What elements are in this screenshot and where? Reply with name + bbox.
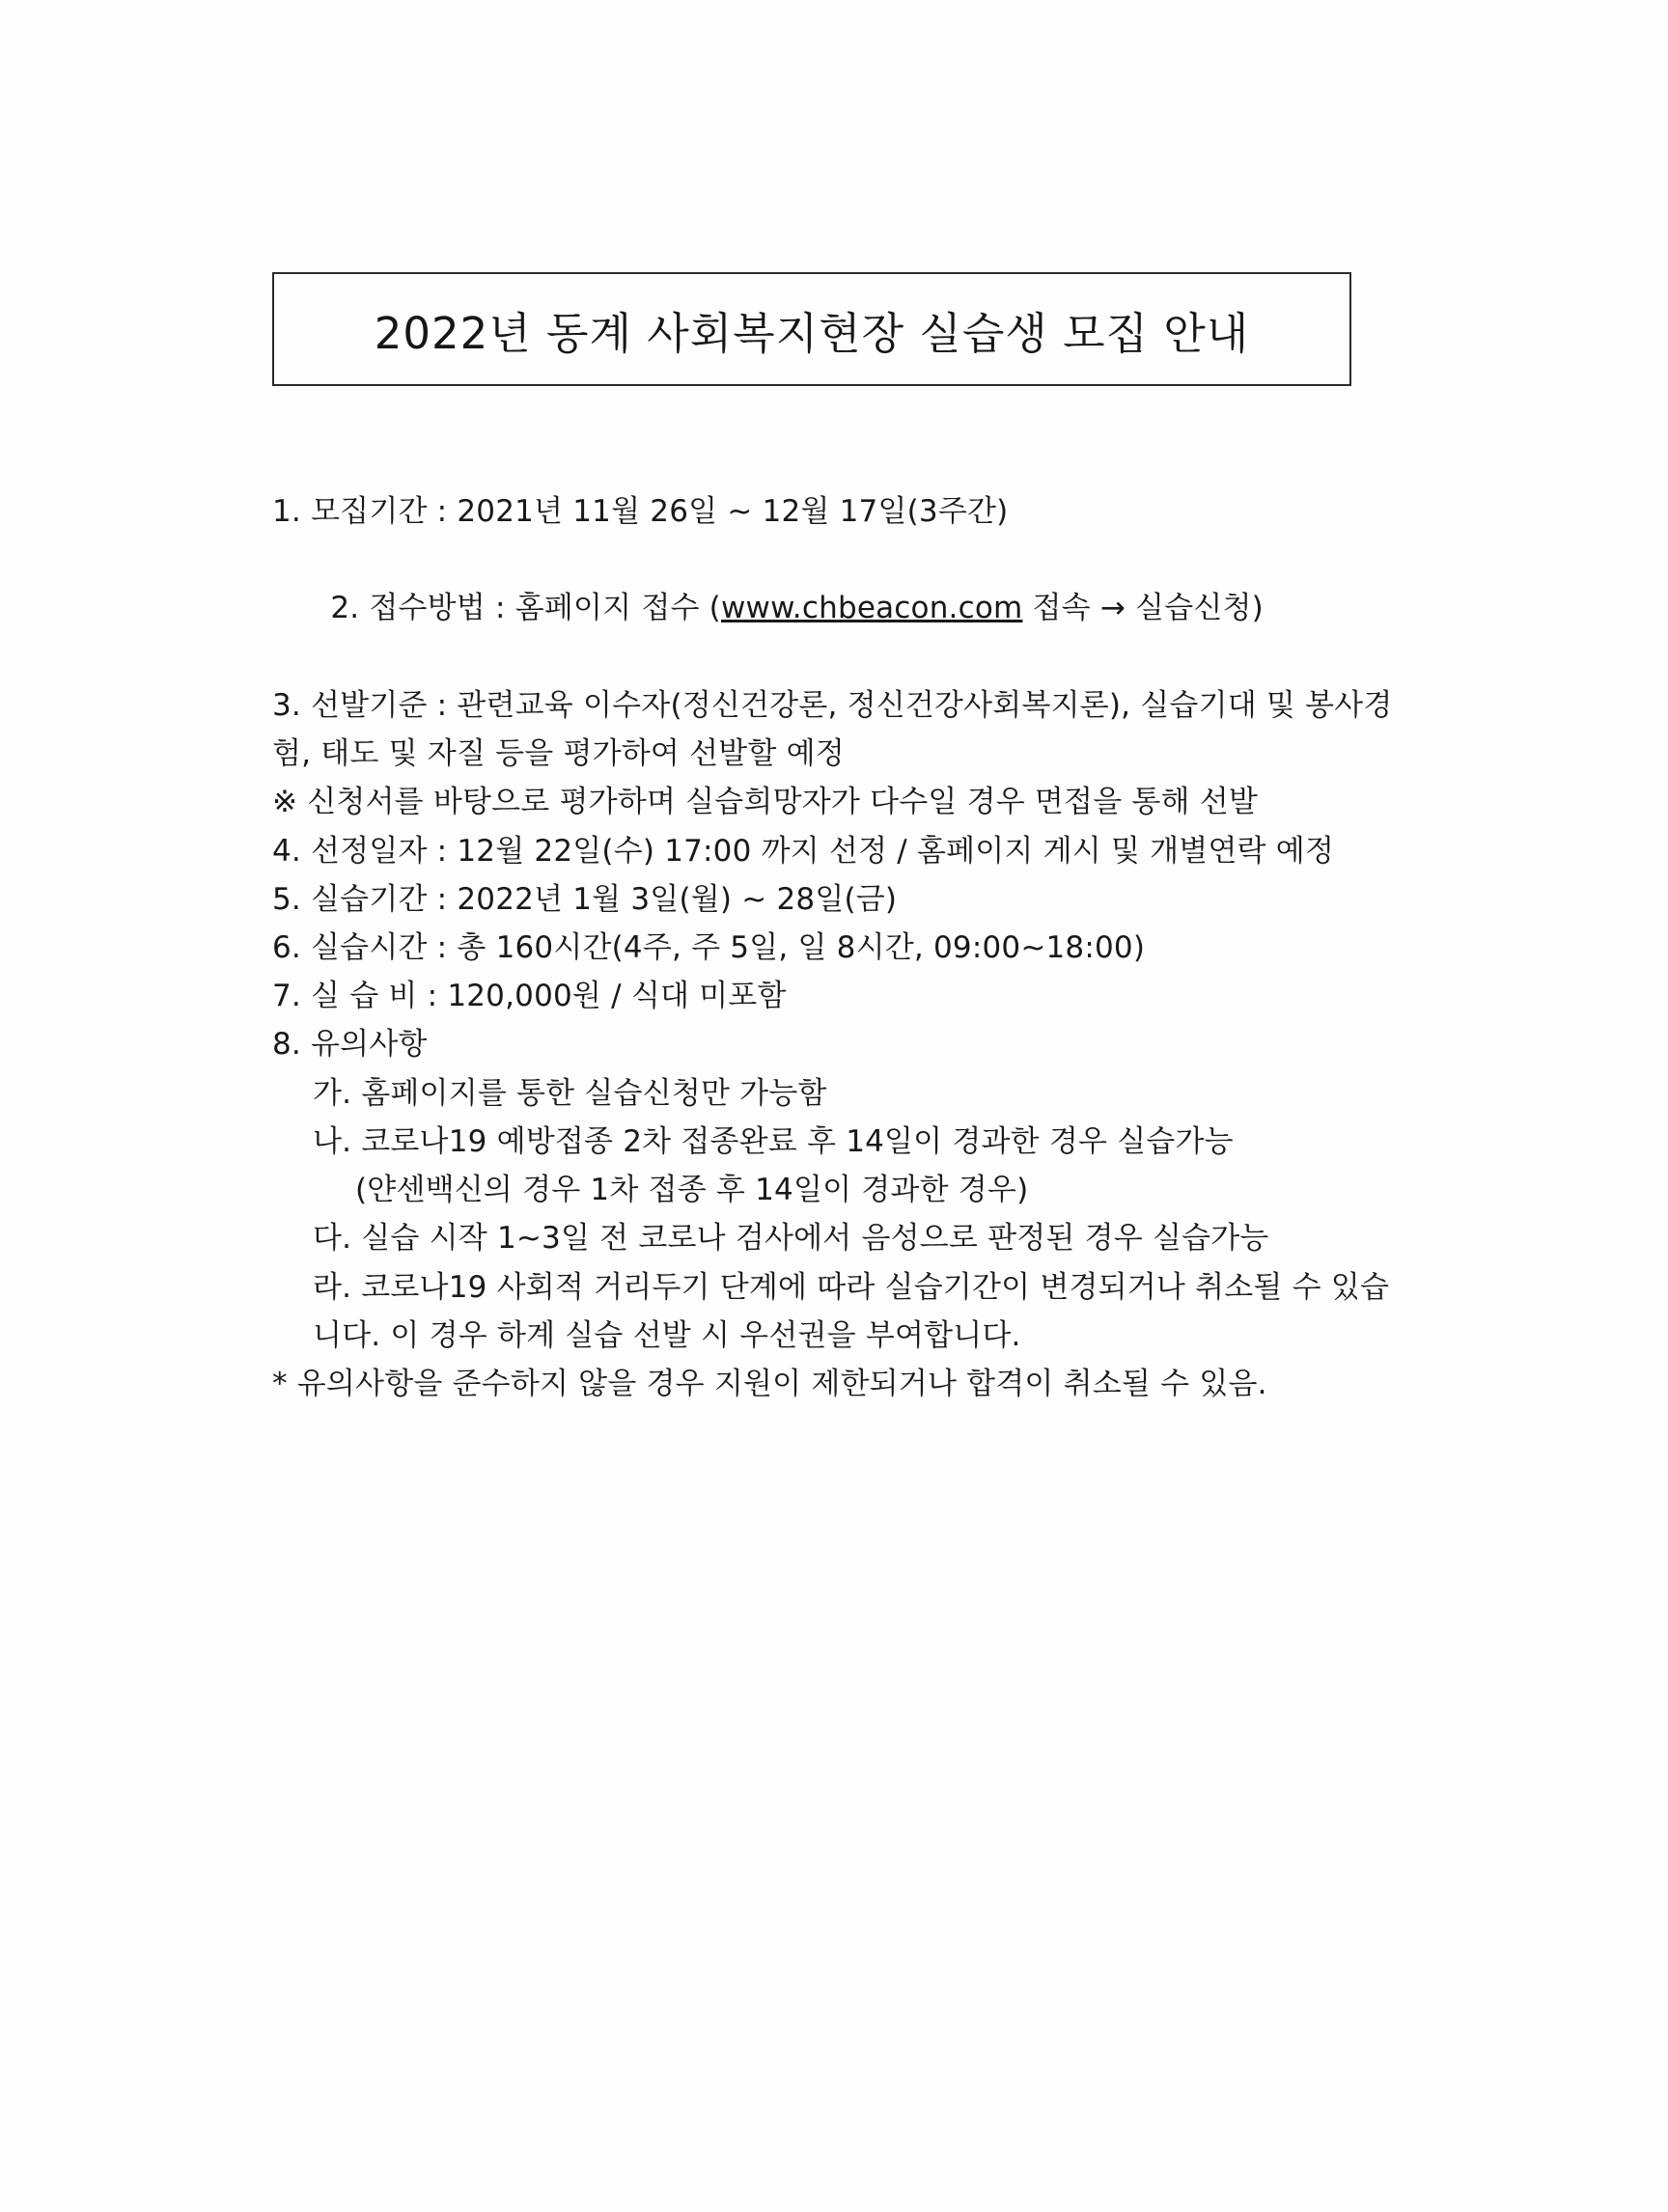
homepage-link[interactable]: www.chbeacon.com: [720, 591, 1023, 626]
document-title-box: [272, 272, 1351, 386]
list-item: [272, 536, 1402, 681]
sub-list-item: 나. 코로나19 예방접종 2차 접종완료 후 14일이 경과한 경우 실습가능: [313, 1123, 1234, 1159]
list-item: 4. 선정일자 : 12월 22일(수) 17:00 까지 선정 / 홈페이지 게시 및 개별연락 예정: [272, 833, 1335, 869]
list-item: 6. 실습시간 : 총 160시간(4주, 주 5일, 일 8시간, 09:00~18:00): [272, 929, 1146, 965]
sub-list-item: 라. 코로나19 사회적 거리두기 단계에 따라 실습기간이 변경되거나 취소될 수 있습니다. 이 경우 하계 실습 선발 시 우선권을 부여합니다.: [313, 1269, 1390, 1353]
sub-list-item: 다. 실습 시작 1~3일 전 코로나 검사에서 음성으로 판정된 경우 실습가능: [313, 1221, 1269, 1257]
list-item-suffix: 접속 → 실습신청): [1022, 591, 1264, 626]
list-item-label: 2. 접수방법 : 홈페이지 접수 (: [330, 591, 721, 626]
list-item: 3. 선발기준 : 관련교육 이수자(정신건강론, 정신건강사회복지론), 실습기대 및 봉사경험, 태도 및 자질 등을 평가하여 선발할 예정: [272, 687, 1393, 772]
footnote: * 유의사항을 준수하지 않을 경우 지원이 제한되거나 합격이 취소될 수 있음.: [272, 1366, 1267, 1401]
page-title: 2022년 동계 사회복지현장 실습생 모집 안내: [374, 307, 1250, 359]
list-item: 5. 실습기간 : 2022년 1월 3일(월) ~ 28일(금): [272, 881, 898, 917]
note-item: ※ 신청서를 바탕으로 평가하며 실습희망자가 다수일 경우 면접을 통해 선발: [272, 785, 1259, 820]
sub-list-note: (얀센백신의 경우 1차 접종 후 14일이 경과한 경우): [355, 1173, 1029, 1208]
list-item: 7. 실 습 비 : 120,000원 / 식대 미포함: [272, 979, 787, 1014]
list-item: 1. 모집기간 : 2021년 11월 26일 ~ 12월 17일(3주간): [272, 494, 1009, 529]
document-body: [272, 487, 1402, 1408]
list-item: 8. 유의사항: [272, 1027, 428, 1063]
sub-list-item: 가. 홈페이지를 통한 실습신청만 가능함: [313, 1075, 827, 1111]
